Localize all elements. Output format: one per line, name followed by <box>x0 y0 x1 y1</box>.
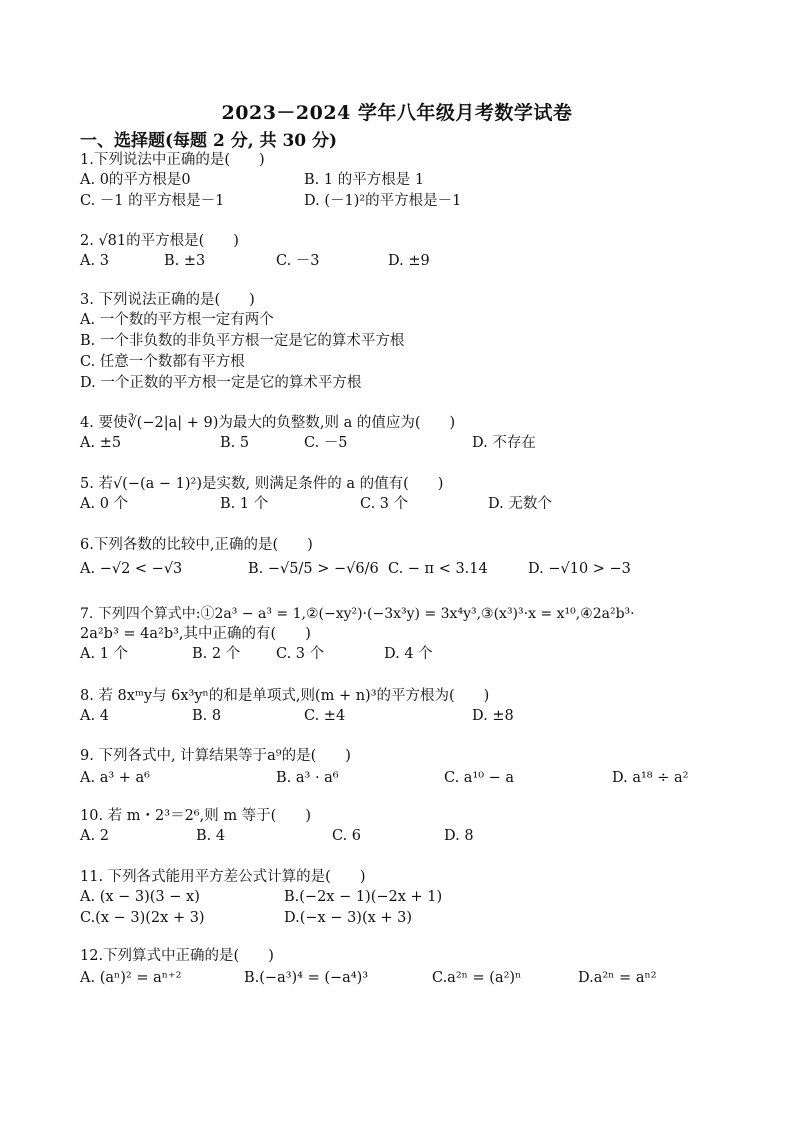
option-d: D. (－1)²的平方根是－1 <box>304 193 462 209</box>
option-c: C. ±4 <box>304 708 346 724</box>
option-d: D. 8 <box>444 828 474 844</box>
option-c: C. − π < 3.14 <box>388 561 488 577</box>
question-stem: 1.下列说法中正确的是( ) <box>80 152 265 168</box>
option-b: B. 4 <box>196 828 226 844</box>
option-d: D.(−x − 3)(x + 3) <box>284 910 413 926</box>
question-5 <box>80 474 720 515</box>
question-3 <box>80 290 720 394</box>
option-a: A. a³ + a⁶ <box>80 770 150 786</box>
option-b: B. 8 <box>192 708 222 724</box>
option-a: A. 4 <box>80 708 109 724</box>
option-b: B. 1 的平方根是 1 <box>304 172 425 188</box>
option-b: B. 一个非负数的非负平方根一定是它的算术平方根 <box>80 333 405 349</box>
option-c: C. －1 的平方根是－1 <box>80 193 225 209</box>
option-a: A. (aⁿ)² = aⁿ⁺² <box>80 970 182 986</box>
question-12 <box>80 946 720 989</box>
question-stem: 5. 若√(−(a − 1)²)是实数, 则满足条件的 a 的值有( ) <box>80 476 444 492</box>
option-d: D. 一个正数的平方根一定是它的算术平方根 <box>80 375 362 391</box>
option-a: A. (x − 3)(3 − x) <box>80 889 200 905</box>
question-8 <box>80 686 720 727</box>
question-stem-continued: 2a²b³ = 4a²b³,其中正确的有( ) <box>80 626 311 642</box>
question-stem: 10. 若 m・2³＝2⁶,则 m 等于( ) <box>80 808 311 824</box>
question-6 <box>80 535 720 580</box>
option-b: B. 5 <box>220 435 250 451</box>
option-a: A. 0的平方根是0 <box>80 172 191 188</box>
option-b: B. 2 个 <box>192 646 241 662</box>
option-c: C. 3 个 <box>360 496 409 512</box>
question-stem: 2. √81的平方根是( ) <box>80 233 239 249</box>
question-9 <box>80 746 720 789</box>
option-c: C. 3 个 <box>276 646 325 662</box>
option-b: B. a³ · a⁶ <box>276 770 339 786</box>
question-7 <box>80 604 720 665</box>
question-stem: 11. 下列各式能用平方差公式计算的是( ) <box>80 869 366 885</box>
section-heading: 一、选择题(每题 2 分, 共 30 分) <box>80 131 338 151</box>
option-d: D. 4 个 <box>384 646 433 662</box>
option-d: D. a¹⁸ ÷ a² <box>612 770 689 786</box>
option-b: B.(−2x − 1)(−2x + 1) <box>284 889 443 905</box>
question-stem: 12.下列算式中正确的是( ) <box>80 948 274 964</box>
question-11 <box>80 867 720 929</box>
option-c: C. －5 <box>304 435 348 451</box>
option-a: A. 0 个 <box>80 496 129 512</box>
option-b: B.(−a³)⁴ = (−a⁴)³ <box>244 970 369 986</box>
option-a: A. 2 <box>80 828 109 844</box>
option-a: A. 1 个 <box>80 646 129 662</box>
option-d: D. ±9 <box>388 253 430 269</box>
option-b: B. ±3 <box>164 253 206 269</box>
option-a: A. 3 <box>80 253 109 269</box>
question-stem: 4. 要使∛(−2|a| + 9)为最大的负整数,则 a 的值应为( ) <box>80 415 456 431</box>
question-stem: 7. 下列四个算式中:①2a³ − a³ = 1,②(−xy²)·(−3x³y) = 3x⁴y³,③(x³)³·x = x¹⁰,④2a²b³· <box>80 606 635 622</box>
option-d: D. −√10 > −3 <box>528 561 631 577</box>
option-c: C.(x − 3)(2x + 3) <box>80 910 205 926</box>
question-1 <box>80 150 720 212</box>
question-4 <box>80 413 720 454</box>
question-stem: 8. 若 8xᵐy与 6x³yⁿ的和是单项式,则(m + n)³的平方根为( ) <box>80 688 490 704</box>
option-d: D. 无数个 <box>488 496 552 512</box>
option-c: C. －3 <box>276 253 320 269</box>
option-c: C.a²ⁿ = (a²)ⁿ <box>432 970 522 986</box>
option-d: D.a²ⁿ = aⁿ² <box>578 970 657 986</box>
option-c: C. 6 <box>332 828 362 844</box>
option-a: A. −√2 < −√3 <box>80 561 183 577</box>
option-c: C. a¹⁰ − a <box>444 770 515 786</box>
question-stem: 9. 下列各式中, 计算结果等于a⁹的是( ) <box>80 748 351 764</box>
option-a: A. ±5 <box>80 435 122 451</box>
question-stem: 3. 下列说法正确的是( ) <box>80 292 255 308</box>
option-b: B. −√5/5 > −√6/6 <box>248 561 379 577</box>
option-a: A. 一个数的平方根一定有两个 <box>80 312 274 328</box>
option-b: B. 1 个 <box>220 496 269 512</box>
option-d: D. 不存在 <box>472 435 536 451</box>
option-d: D. ±8 <box>472 708 514 724</box>
question-2 <box>80 231 720 272</box>
question-10 <box>80 806 720 847</box>
exam-title: 2023－2024 学年八年级月考数学试卷 <box>221 102 573 124</box>
question-stem: 6.下列各数的比较中,正确的是( ) <box>80 537 313 553</box>
option-c: C. 任意一个数都有平方根 <box>80 354 245 370</box>
